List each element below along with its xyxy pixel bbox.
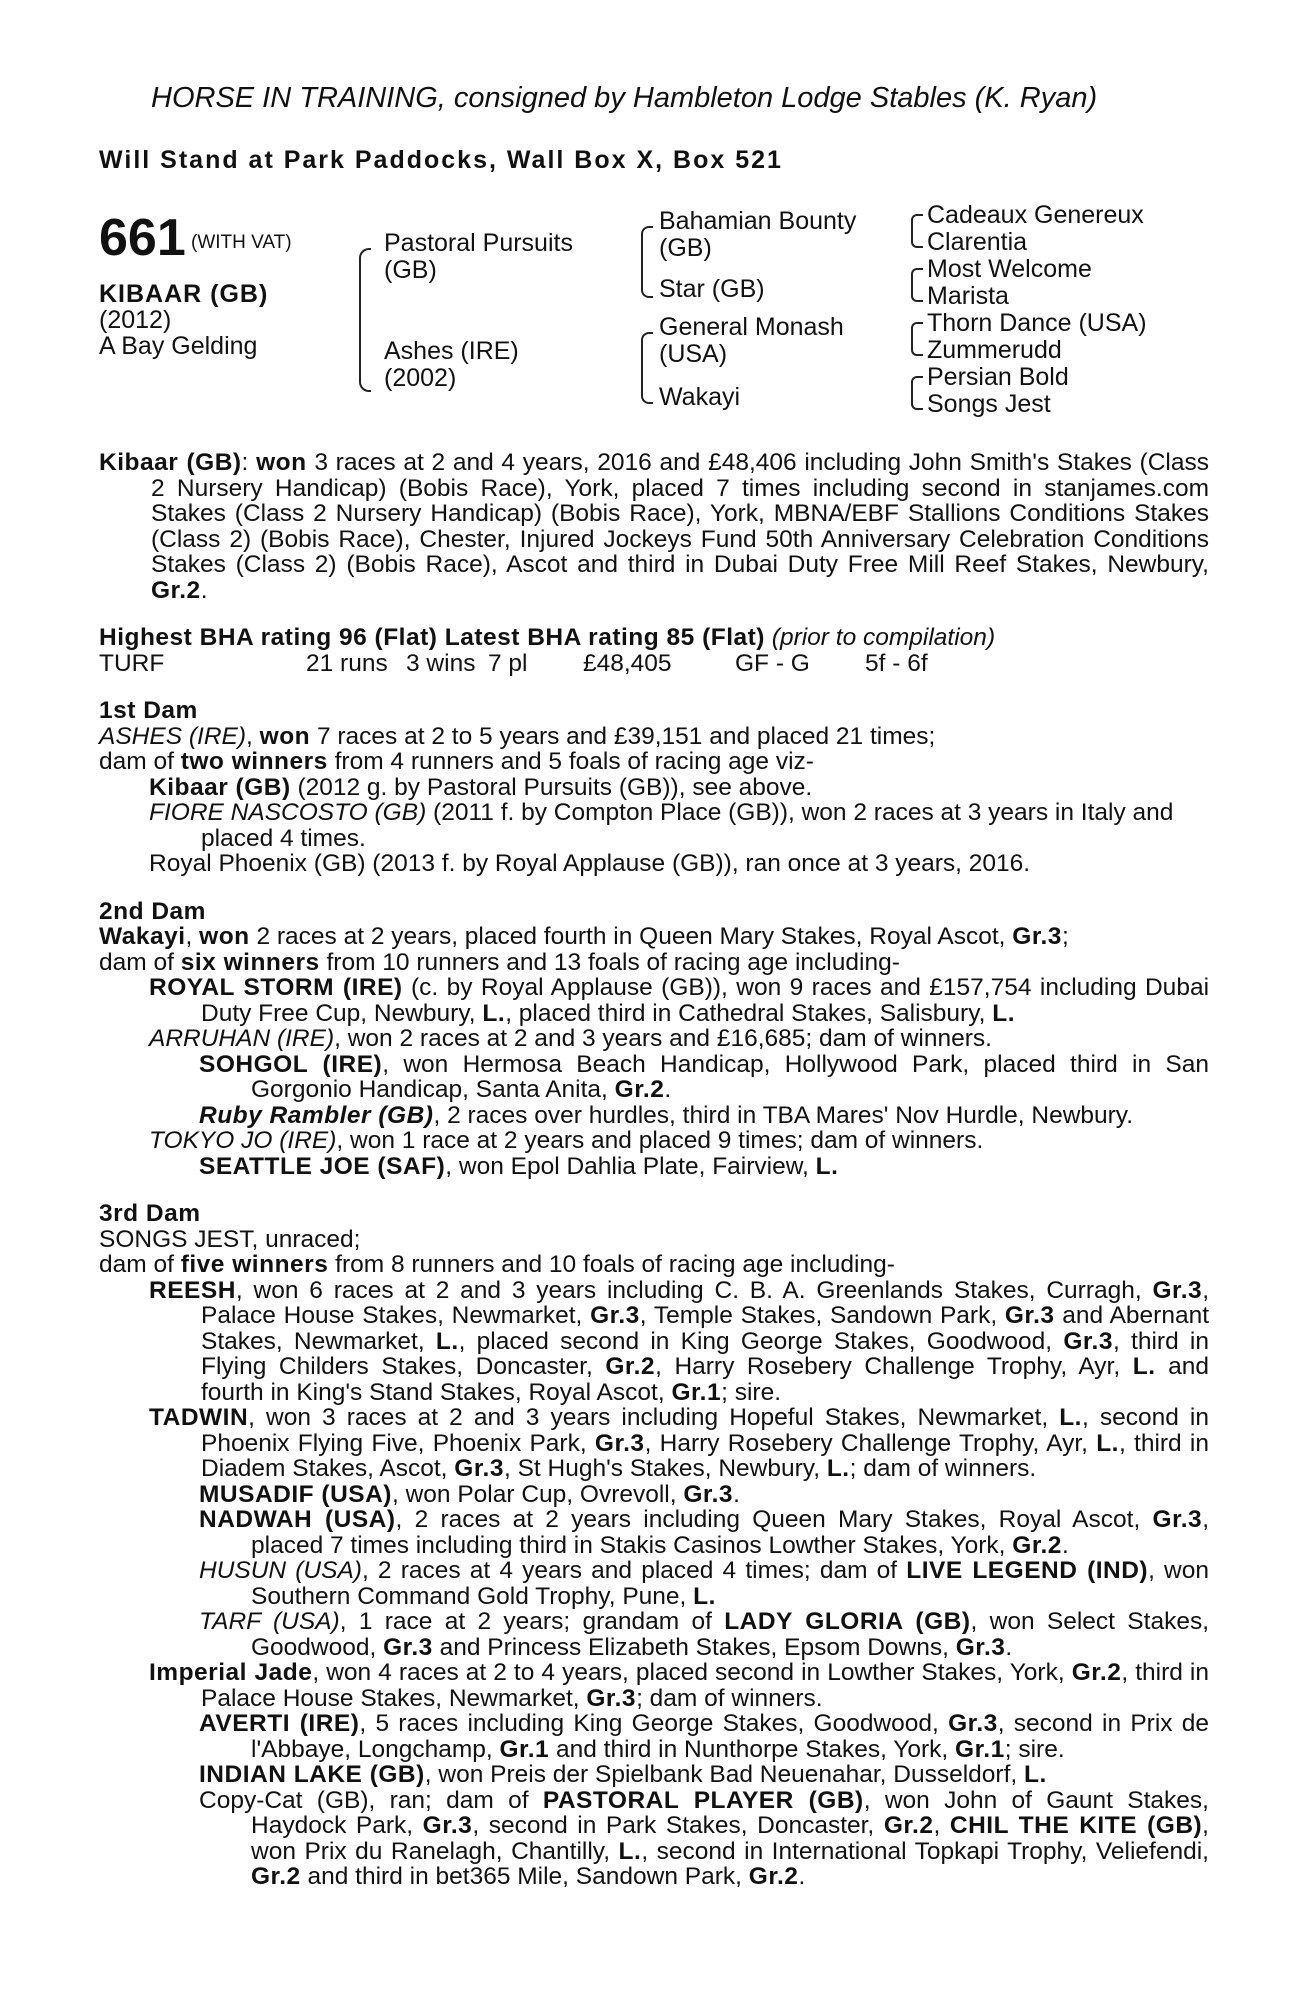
lot-number: 661 [99, 209, 186, 267]
t: , won Select Stakes, Goodwood, [251, 1608, 1209, 1661]
t: , placed second in King George Stakes, Goodwood, [458, 1327, 1064, 1355]
dam-line: Wakayi, won 2 races at 2 years, placed fourth in Queen Mary Stakes, Royal Ascot, Gr.3; [99, 923, 1069, 950]
text: from 10 runners and 13 foals of racing age including- [319, 948, 900, 976]
produce-entry [99, 1026, 1209, 1052]
grade: Gr.1 [671, 1378, 722, 1406]
horse-description: A Bay Gelding [99, 332, 258, 360]
grade: Gr.3 [422, 1812, 473, 1839]
t: , second in Park Stakes, Doncaster, [472, 1812, 884, 1839]
produce-entry [99, 975, 1209, 1026]
produce-name: MUSADIF (USA) [199, 1480, 392, 1508]
t: and Abernant Stakes, Newmarket, [201, 1302, 1209, 1355]
produce-record: , placed third in Cathedral Stakes, Salisbury, [505, 999, 993, 1027]
g3-name: Clarentia [927, 228, 1028, 256]
grade: Gr.3 [383, 1633, 433, 1661]
text: from 4 runners and 5 foals of racing age viz- [327, 748, 814, 775]
produce-entry [99, 775, 1209, 801]
grade: Gr.2 [748, 1863, 799, 1890]
grade: Gr.2 [614, 1076, 665, 1103]
sire-dam-name: Star (GB) [659, 275, 765, 303]
dam-line: SONGS JEST, unraced; [99, 1225, 361, 1253]
grade: L. [826, 1455, 850, 1482]
produce-name: FIORE NASCOSTO (GB) [149, 799, 427, 826]
placed: 7 pl [488, 649, 528, 677]
grade: Gr.2 [1012, 1531, 1062, 1559]
produce-name: Imperial Jade [149, 1659, 313, 1686]
grade: L. [693, 1582, 716, 1610]
produce-name: Kibaar (GB) [149, 773, 291, 801]
pedigree-block [99, 200, 1209, 440]
produce-entry: Royal Phoenix (GB) (2013 f. by Royal Applause (GB)), ran once at 3 years, 2016. [149, 850, 1031, 877]
sire-name [384, 230, 573, 284]
won-label: won [256, 449, 307, 476]
produce-name: NADWAH (USA) [199, 1506, 396, 1533]
produce-entry [99, 1788, 1209, 1890]
text: dam of [99, 1251, 181, 1278]
punct: . [1061, 1531, 1069, 1559]
produce-entry [99, 1482, 1209, 1508]
grade: L. [992, 999, 1016, 1027]
t: , [933, 1812, 950, 1839]
produce-name: ARRUHAN (IRE) [149, 1025, 335, 1052]
sire-sire-line-2: (GB) [659, 234, 712, 262]
grade: Gr.3 [1063, 1327, 1113, 1355]
grade: Gr.3 [948, 1710, 998, 1737]
g3-name: Marista [927, 282, 1009, 310]
produce-entry [99, 1660, 1209, 1711]
pedigree-brace [911, 322, 923, 356]
rating-headline: Highest BHA rating 96 (Flat) Latest BHA rating 85 (Flat) [99, 624, 765, 651]
produce-name: TOKYO JO (IRE) [149, 1127, 337, 1154]
sire-sire-line-1: Bahamian Bounty [659, 207, 857, 235]
produce-name: LIVE LEGEND (IND) [906, 1557, 1149, 1584]
dam-record: 2 races at 2 years, placed fourth in Queen Mary Stakes, Royal Ascot, [249, 923, 1013, 950]
horse-name: KIBAAR (GB) [99, 280, 269, 308]
produce-record: , won Hermosa Beach Handicap, Hollywood Park, placed third in San Gorgonio Handicap, Santa Anita, [251, 1050, 1209, 1103]
distance: 5f - 6f [865, 649, 928, 677]
horse-name-inline: Kibaar (GB) [99, 449, 242, 476]
dam-produce-line [99, 749, 1209, 775]
runs: 21 runs [306, 649, 388, 677]
g3-name: Cadeaux Genereux [927, 201, 1144, 229]
t: , Harry Rosebery Challenge Trophy, Ayr, [644, 1429, 1097, 1457]
punct: . [733, 1480, 740, 1508]
text: dam of [99, 748, 181, 775]
t: ; sire. [721, 1378, 782, 1406]
pedigree-brace [641, 332, 653, 404]
t: , second in Prix de l'Abbaye, Longchamp, [251, 1710, 1209, 1763]
g3-name: Most Welcome [927, 255, 1092, 283]
punct: . [664, 1076, 672, 1103]
t: , third in Flying Childers Stakes, Doncaster, [201, 1327, 1209, 1380]
grade: Gr.2 [251, 1863, 301, 1890]
t: , placed 7 times including third in Stakis Casinos Lowther Stakes, York, [251, 1506, 1210, 1559]
dam-record: 7 races at 2 to 5 years and £39,151 and placed 21 times; [310, 722, 936, 750]
grade: L. [618, 1837, 642, 1865]
t: ; dam of winners. [849, 1455, 1037, 1482]
t: , St Hugh's Stakes, Newbury, [503, 1455, 827, 1482]
catalogue-body [99, 450, 1209, 1890]
dam-sire-name [659, 314, 844, 368]
t: and fourth in King's Stand Stakes, Royal Ascot, [201, 1353, 1209, 1406]
produce-name: TARF (USA) [199, 1608, 340, 1635]
text: from 8 runners and 10 foals of racing age including- [328, 1251, 895, 1278]
grade: L. [1132, 1353, 1156, 1380]
produce-record: , won 1 race at 2 years and placed 9 times; dam of winners. [336, 1127, 984, 1154]
grade: Gr.3 [454, 1455, 504, 1482]
section-heading-1st-dam: 1st Dam [99, 697, 198, 724]
winners-count: two winners [180, 748, 328, 775]
grade: L. [435, 1327, 459, 1355]
sire-sire-name [659, 208, 856, 262]
t: , 2 races at 4 years and placed 4 times; dam of [361, 1557, 907, 1584]
grade: L. [1096, 1429, 1119, 1457]
grade: Gr.3 [683, 1480, 734, 1508]
pedigree-brace [911, 214, 923, 248]
t: , won Southern Command Gold Trophy, Pune, [251, 1557, 1209, 1610]
grade: Gr.3 [1004, 1302, 1055, 1329]
summary-text: 3 races at 2 and 4 years, 2016 and £48,406 including John Smith's Stakes (Class 2 Nursery Handicap) (Bobis Race), York, placed 7 times including second in stanjames.com Stakes (Class 2 Nursery Handicap) (Bobis Race), York, MBNA/EBF Stallions Conditions Stakes (Class 2) (Bobis Race), Chester, Injured Jockeys Fund 50th Anniversary Celebration Conditions Stakes (Class 2) (Bobis Race), Ascot and third in Dubai Duty Free Mill Reef Stakes, Newbury, [151, 449, 1209, 578]
dam-produce-line [99, 1252, 1209, 1278]
dam-sire-line-1: General Monash [659, 313, 844, 341]
g3-pair-3 [927, 310, 1147, 364]
t: , won 3 races at 2 and 3 years including Hopeful Stakes, Newmarket, [248, 1404, 1060, 1431]
rating-line [99, 625, 1209, 651]
t: ; sire. [1004, 1735, 1065, 1763]
won-label: won [199, 923, 250, 950]
grade: L. [482, 999, 506, 1027]
produce-entry [99, 1507, 1209, 1558]
t: , won Polar Cup, Ovrevoll, [391, 1480, 684, 1508]
won-label: won [259, 722, 311, 750]
grade: Gr.2 [605, 1353, 656, 1380]
g3-pair-1 [927, 202, 1144, 256]
produce-name: Ruby Rambler (GB) [199, 1101, 434, 1129]
grade: Gr.1 [499, 1735, 550, 1763]
t: , third in Palace House Stakes, Newmarket, [201, 1659, 1209, 1712]
produce-entry [99, 1103, 1209, 1129]
t: , won 4 races at 2 to 4 years, placed second in Lowther Stakes, York, [312, 1659, 1072, 1686]
produce-record: (2012 g. by Pastoral Pursuits (GB)), see above. [290, 773, 813, 801]
produce-entry [99, 1558, 1209, 1609]
grade: Gr.2 [151, 576, 201, 604]
t: , third in Diadem Stakes, Ascot, [201, 1429, 1209, 1482]
winners-count: six winners [180, 948, 320, 976]
t: ; dam of winners. [636, 1684, 823, 1712]
grade: L. [1059, 1404, 1082, 1431]
produce-entry [99, 1762, 1209, 1788]
stabling-location: Will Stand at Park Paddocks, Wall Box X, Box 521 [99, 146, 783, 174]
produce-entry [99, 1609, 1209, 1660]
t: , won John of Gaunt Stakes, Haydock Park, [251, 1786, 1209, 1839]
t: , 1 race at 2 years; grandam of [339, 1608, 725, 1635]
grade: Gr.3 [590, 1302, 640, 1329]
produce-name: SEATTLE JOE (SAF) [199, 1152, 446, 1180]
t: and third in bet365 Mile, Sandown Park, [300, 1863, 749, 1890]
t: , won Prix du Ranelagh, Chantilly, [251, 1812, 1209, 1865]
t: , Harry Rosebery Challenge Trophy, Ayr, [655, 1353, 1133, 1380]
produce-entry [99, 1405, 1209, 1482]
t: , 2 races at 2 years including Queen Mary Stakes, Royal Ascot, [395, 1506, 1153, 1533]
t: Copy-Cat (GB), ran; dam of [199, 1786, 543, 1814]
pedigree-brace [641, 226, 653, 298]
wins: 3 wins [406, 649, 476, 677]
winners-count: five winners [180, 1251, 329, 1278]
sire-line-1: Pastoral Pursuits [384, 229, 573, 257]
t: , Temple Stakes, Sandown Park, [639, 1302, 1005, 1329]
pedigree-brace [911, 376, 923, 410]
grade: Gr.3 [594, 1429, 645, 1457]
g3-name: Thorn Dance (USA) [927, 309, 1147, 337]
grade: Gr.3 [586, 1684, 637, 1712]
t: , second in International Topkapi Trophy, Veliefendi, [641, 1837, 1209, 1865]
grade: L. [1024, 1761, 1047, 1788]
produce-name: CHIL THE KITE (GB) [949, 1812, 1203, 1839]
t: and Princess Elizabeth Stakes, Epsom Downs, [432, 1633, 956, 1661]
produce-name: SOHGOL (IRE) [199, 1050, 383, 1078]
produce-entry [99, 1128, 1209, 1154]
text: dam of [99, 948, 181, 976]
produce-entry [99, 800, 1209, 851]
g3-name: Songs Jest [927, 390, 1051, 418]
sire-line-2: (GB) [384, 256, 437, 284]
produce-record: , won 2 races at 2 and 3 years and £16,685; dam of winners. [334, 1025, 992, 1052]
grade: Gr.3 [1152, 1506, 1203, 1533]
g3-name: Zummerudd [927, 336, 1062, 364]
grade: Gr.3 [955, 1633, 1006, 1661]
t: , won Preis der Spielbank Bad Neuenahar, Dusseldorf, [424, 1761, 1024, 1788]
grade: Gr.2 [1071, 1659, 1122, 1686]
t: , won 6 races at 2 and 3 years including C. B. A. Greenlands Stakes, Curragh, [235, 1276, 1153, 1304]
produce-record: , 2 races over hurdles, third in TBA Mares' Nov Hurdle, Newbury. [433, 1101, 1134, 1129]
t: , Palace House Stakes, Newmarket, [201, 1276, 1209, 1329]
punct: ; [1061, 923, 1069, 950]
produce-name: PASTORAL PLAYER (GB) [542, 1786, 864, 1814]
race-summary: Kibaar (GB): won 3 races at 2 and 4 years, 2016 and £48,406 including John Smith's Stakes (Class 2 Nursery Handicap) (Bobis Race), York, placed 7 times including second in stanjames.com Stakes (Class 2 Nursery Handicap) (Bobis Race), York, MBNA/EBF Stallions Conditions Stakes (Class 2) (Bobis Race), Chester, Injured Jockeys Fund 50th Anniversary Celebration Conditions Stakes (Class 2) (Bobis Race), Ascot and third in Dubai Duty Free Mill Reef Stakes, Newbury, Gr.2. [99, 449, 1209, 604]
produce-entry [99, 1278, 1209, 1406]
race-record-row [99, 651, 1209, 677]
punct: . [798, 1863, 806, 1890]
section-heading-2nd-dam: 2nd Dam [99, 897, 206, 925]
produce-record: (2011 f. by Compton Place (GB)), won 2 races at 3 years in Italy and placed 4 times. [201, 799, 1174, 852]
dam-dam-name: Wakayi [659, 383, 741, 411]
going: GF - G [735, 649, 810, 677]
t: , second in Phoenix Flying Five, Phoenix Park, [201, 1404, 1209, 1457]
consignor-header: HORSE IN TRAINING, consigned by Hambleton Lodge Stables (K. Ryan) [151, 82, 1098, 114]
dam-sire-line-2: (USA) [659, 340, 728, 368]
punct: . [1005, 1633, 1013, 1661]
produce-name: ROYAL STORM (IRE) [149, 974, 403, 1001]
g3-pair-4 [927, 364, 1069, 418]
produce-name: INDIAN LAKE (GB) [199, 1761, 425, 1788]
produce-name: HUSUN (USA) [199, 1557, 362, 1584]
grade: Gr.3 [1152, 1276, 1203, 1304]
dam-line: ASHES (IRE), won 7 races at 2 to 5 years and £39,151 and placed 21 times; [99, 722, 936, 750]
grade: L. [815, 1152, 839, 1180]
produce-name: TADWIN [149, 1404, 249, 1431]
produce-name: REESH [149, 1276, 236, 1304]
pedigree-brace [911, 268, 923, 302]
rating-note: (prior to compilation) [771, 624, 996, 651]
punct: . [200, 576, 208, 604]
produce-entry [99, 1154, 1209, 1180]
dam-name [384, 338, 519, 392]
produce-record: (c. by Royal Applause (GB)), won 9 races and £157,754 including Dubai Duty Free Cup, Newbury, [201, 974, 1210, 1027]
horse-year: (2012) [99, 306, 172, 334]
pedigree-brace [359, 248, 371, 392]
produce-entry [99, 1711, 1209, 1762]
g3-pair-2 [927, 256, 1092, 310]
surface: TURF [99, 649, 165, 677]
t: and third in Nunthorpe Stakes, York, [549, 1735, 956, 1763]
earnings: £48,405 [583, 649, 672, 677]
grade: Gr.2 [883, 1812, 934, 1839]
vat-note: (WITH VAT) [191, 232, 292, 253]
dam-name: Wakayi [99, 923, 186, 950]
dam-name: ASHES (IRE) [99, 722, 247, 750]
t: , 5 races including King George Stakes, Goodwood, [359, 1710, 949, 1737]
produce-name: LADY GLORIA (GB) [724, 1608, 971, 1635]
dam-produce-line [99, 950, 1209, 976]
dam-line-2: (2002) [384, 364, 457, 392]
grade: Gr.1 [955, 1735, 1005, 1763]
produce-name: AVERTI (IRE) [199, 1710, 360, 1737]
g3-name: Persian Bold [927, 363, 1069, 391]
produce-entry [99, 1052, 1209, 1103]
grade: Gr.3 [1012, 923, 1062, 950]
produce-record: , won Epol Dahlia Plate, Fairview, [445, 1152, 816, 1180]
section-heading-3rd-dam: 3rd Dam [99, 1200, 201, 1227]
dam-line-1: Ashes (IRE) [384, 337, 519, 365]
